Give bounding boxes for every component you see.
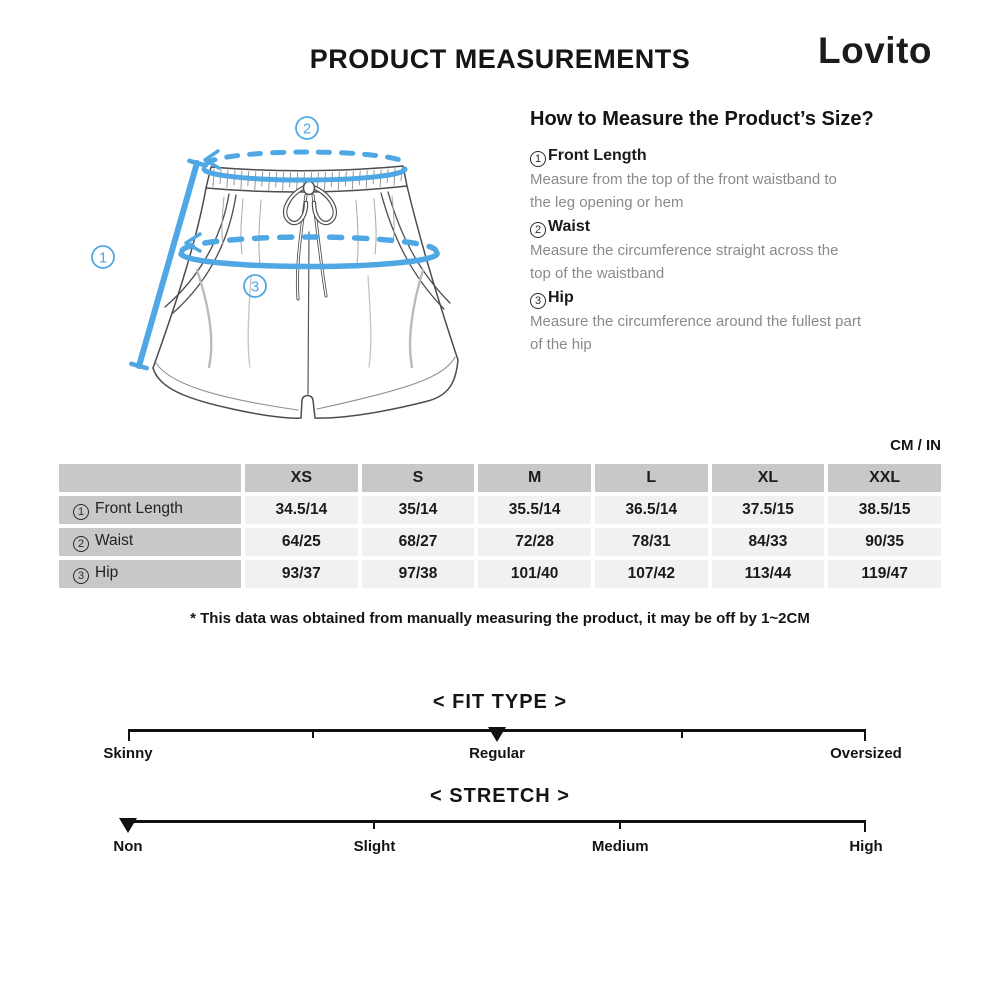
stretch-scale-track bbox=[128, 820, 866, 823]
how-to-item-waist bbox=[530, 215, 960, 285]
units-label: CM / IN bbox=[890, 437, 941, 454]
page-title: PRODUCT MEASUREMENTS bbox=[309, 44, 691, 74]
fit-type-title: < FIT TYPE > bbox=[432, 691, 568, 713]
size-value-cell: 35/14 bbox=[362, 496, 475, 524]
size-value-cell: 72/28 bbox=[478, 528, 591, 556]
size-value-cell: 68/27 bbox=[362, 528, 475, 556]
measurement-disclaimer: * This data was obtained from manually measuring the product, it may be off by 1~2CM bbox=[190, 610, 810, 627]
size-value-cell: 34.5/14 bbox=[245, 496, 358, 524]
svg-text:2: 2 bbox=[302, 120, 312, 138]
drawstring-bow bbox=[285, 182, 335, 300]
size-value-cell: 97/38 bbox=[362, 560, 475, 588]
brand-logo: Lovito bbox=[818, 30, 932, 71]
svg-text:3: 3 bbox=[250, 278, 260, 296]
how-to-item-desc: Measure from the top of the front waistband to the leg opening or hem bbox=[530, 171, 837, 211]
size-value-cell: 37.5/15 bbox=[712, 496, 825, 524]
fit-type-scale-track bbox=[128, 729, 866, 732]
fit-type-marker-icon bbox=[488, 727, 506, 742]
how-to-item-label: Front Length bbox=[548, 147, 647, 164]
drawstring-knot bbox=[304, 182, 315, 195]
table-row-front-length bbox=[59, 496, 941, 524]
size-value-cell: 78/31 bbox=[595, 528, 708, 556]
pocket-right bbox=[381, 192, 450, 309]
stretch-labels bbox=[113, 838, 883, 856]
stretch-label-slight: Slight bbox=[353, 838, 396, 855]
fit-label-skinny: Skinny bbox=[103, 745, 153, 762]
how-to-item-desc: Measure the circumference around the fullest part of the hip bbox=[530, 313, 862, 353]
size-value-cell: 64/25 bbox=[245, 528, 358, 556]
leg-drape-lines bbox=[248, 276, 371, 367]
size-column-header: M bbox=[478, 464, 591, 492]
scale-mid-tick bbox=[312, 729, 314, 738]
size-value-cell: 107/42 bbox=[595, 560, 708, 588]
how-to-item-desc: Measure the circumference straight across the top of the waistband bbox=[530, 242, 839, 282]
size-value-cell: 35.5/14 bbox=[478, 496, 591, 524]
stretch-label-high: High bbox=[849, 838, 883, 855]
svg-text:1: 1 bbox=[98, 249, 108, 267]
table-row-waist bbox=[59, 528, 941, 556]
leg-fold-lines bbox=[197, 270, 423, 367]
circled-number-3: 3 bbox=[530, 293, 546, 309]
how-to-item-label: Hip bbox=[548, 289, 574, 306]
size-column-header: XS bbox=[245, 464, 358, 492]
fit-label-regular: Regular bbox=[469, 745, 525, 762]
size-column-header: S bbox=[362, 464, 475, 492]
size-column-header: XL bbox=[712, 464, 825, 492]
scale-end-tick bbox=[128, 729, 130, 741]
shorts-measurement-diagram bbox=[40, 105, 500, 435]
size-value-cell: 90/35 bbox=[828, 528, 941, 556]
marker-2-waist bbox=[296, 117, 318, 139]
how-to-item-front-length bbox=[530, 144, 960, 214]
size-value-cell: 38.5/15 bbox=[828, 496, 941, 524]
waist-girth-dashed-arc bbox=[206, 152, 408, 165]
row-label: 3 Hip bbox=[59, 560, 241, 588]
size-column-header: L bbox=[595, 464, 708, 492]
size-value-cell: 119/47 bbox=[828, 560, 941, 588]
size-value-cell: 93/37 bbox=[245, 560, 358, 588]
scale-end-tick bbox=[864, 729, 866, 741]
size-value-cell: 113/44 bbox=[712, 560, 825, 588]
shorts-line-art bbox=[153, 166, 458, 418]
fit-label-oversized: Oversized bbox=[830, 745, 902, 762]
table-row-hip bbox=[59, 560, 941, 588]
size-table bbox=[55, 460, 945, 592]
scale-mid-tick bbox=[619, 820, 621, 829]
how-to-heading: How to Measure the Product’s Size? bbox=[530, 108, 874, 130]
measurement-annotations bbox=[92, 117, 437, 368]
hem-inner-stitch bbox=[156, 357, 455, 410]
size-table-corner-cell bbox=[59, 464, 241, 492]
stretch-marker-icon bbox=[119, 818, 137, 833]
size-value-cell: 36.5/14 bbox=[595, 496, 708, 524]
size-column-header: XXL bbox=[828, 464, 941, 492]
stretch-label-medium: Medium bbox=[591, 838, 649, 855]
stretch-title: < STRETCH > bbox=[430, 785, 570, 807]
row-label: 2 Waist bbox=[59, 528, 241, 556]
stretch-label-non: Non bbox=[113, 838, 143, 855]
front-length-dimension-line bbox=[139, 163, 197, 366]
scale-mid-tick bbox=[373, 820, 375, 829]
circled-number-2: 2 bbox=[530, 222, 546, 238]
size-table-header-row bbox=[59, 464, 941, 492]
marker-3-hip bbox=[244, 275, 266, 297]
marker-1-front-length bbox=[92, 246, 114, 268]
row-label: 1 Front Length bbox=[59, 496, 241, 524]
size-value-cell: 101/40 bbox=[478, 560, 591, 588]
scale-end-tick bbox=[864, 820, 866, 832]
how-to-measure-section bbox=[530, 108, 960, 357]
circled-number-1: 1 bbox=[530, 151, 546, 167]
how-to-item-hip bbox=[530, 286, 960, 356]
scale-mid-tick bbox=[681, 729, 683, 738]
how-to-item-label: Waist bbox=[548, 218, 591, 235]
center-seam bbox=[308, 232, 309, 394]
size-value-cell: 84/33 bbox=[712, 528, 825, 556]
fit-type-labels bbox=[103, 745, 902, 763]
